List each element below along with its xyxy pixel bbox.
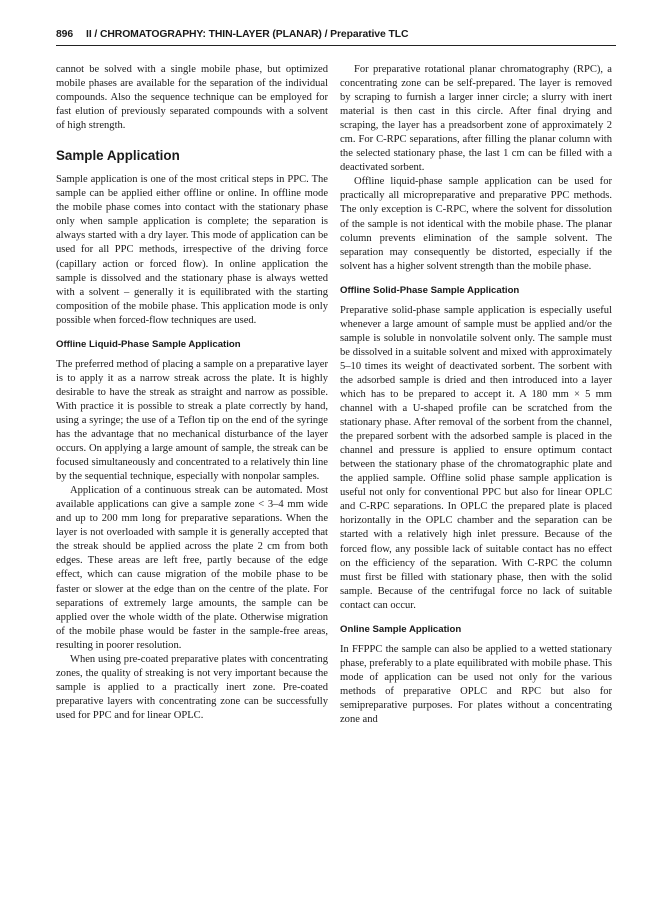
heading-offline-liquid: Offline Liquid-Phase Sample Application [56,338,241,350]
paragraph-offline-liquid-methods: Offline liquid-phase sample application can be used for practically all micropreparative and preparative PPC methods. The only exception is C-RPC, where the solvent for dissolution of the sample is not identical with the mobile phase. The planar column prevents elimination of the sample solvent. The separation may consequently be distorted, especially if the solvent has a higher solvent strength than the mobile phase. [340,176,612,272]
running-title: II / CHROMATOGRAPHY: THIN-LAYER (PLANAR) / Preparative TLC [86,29,409,40]
left-column [56,63,328,723]
paragraph-offline-liquid-3: When using pre-coated preparative plates with concentrating zones, the quality of streaking is not very important because the sample is applied to a practically inert zone. Pre-coated preparative layers with concentrating zone can be successfully used for PPC and for linear OPLC. [56,653,328,721]
paragraph-intro: cannot be solved with a single mobile phase, but optimized mobile phases are available for the separation of the individual compounds. Also the sequence technique can be employed for fast elution of previously separated compounds with a solvent of high strength. [56,64,328,132]
paragraph-online: In FFPPC the sample can also be applied to a wetted stationary phase, preferably to a plate equilibrated with mobile phase. This mode of application can be used not only for the various methods of preparative OPLC and RPC but also for semipreparative purposes. For plates without a concentrating zone and [340,643,612,725]
paragraph-rpc: For preparative rotational planar chromatography (RPC), a concentrating zone can be self-prepared. The layer is removed by scraping to furnish a larger inner circle; a slurry with inert material is then cast in this circle. After final drying and scraping, the layer has a preadsorbent zone of approximately 2 cm. For C-RPC separations, after filling the planar column with the selected stationary phase, the last 1 cm can be filled with a deactivated sorbent. [340,64,612,174]
page-number: 896 [56,29,74,40]
heading-offline-solid: Offline Solid-Phase Sample Application [340,284,520,296]
paragraph-sample-application: Sample application is one of the most critical steps in PPC. The sample can be applied either offline or online. In offline mode the mobile phase comes into contact with the stationary phase only when sample application is complete; the separation is always started with a dry layer. This mode of application can be used for all PPC methods, irrespective of the driving force (capillary action or forced flow). In online application the sample is dissolved and the stationary phase is always wetted with a solvent – generally it is equilibrated with the starting composition of the mobile phase. This application mode is only possible when forced-flow techniques are used. [56,174,328,326]
heading-sample-application: Sample Application [56,148,180,164]
header-rule [56,45,616,46]
paragraph-offline-liquid-2: Application of a continuous streak can be automated. Most available applications can give a sample zone < 3–4 mm wide and up to 200 mm long for preparative separations. When the layer is not overloaded with sample it is generally accepted that the streak should be applied across the plate 2 cm from both edges. These areas are left free, partly because of the edge effect, which can cause migration of the mobile phase to be faster or slower at the edge than on the centre of the plate. For separations of extremely large amounts, the sample can be applied over the whole width of the plate. Otherwise migration of the mobile phase would be faster in the sample-free areas, resulting in poorer resolution. [56,485,328,651]
paragraph-offline-solid: Preparative solid-phase sample application is especially useful whenever a large amount of sample must be applied and/or the sample is soluble in nonvolatile solvent only. The sample must be dissolved in a suitable solvent and mixed with approximately 5–10 times its weight of deactivated sorbent. The sorbent with the adsorbed sample is dried and then introduced into a layer which has to be prepared to accept it. A 180 mm × 5 mm channel with a U-shaped profile can be scratched from the stationary phase. After removal of the sorbent from the channel, the prepared sorbent with the adsorbed sample is placed in the channel and pressure is applied to ensure optimum contact between the stationary phase of the chromatographic plate and the applied sample. Offline solid phase sample application is useful not only for conventional PPC but also for linear OPLC and C-RPC separations. In OPLC the prepared plate is placed horizontally in the OPLC chamber and the separation can be started with a relatively high inlet pressure. Because of the forced flow, any possible lack of suitable contact has no effect on the efficiency of the separation. With C-RPC the column must first be filled with stationary phase, then with the solid sample. Because of the centrifugal force no lack of suitable contact can occur. [340,304,612,611]
running-header [56,29,616,40]
paragraph-offline-liquid-1: The preferred method of placing a sample on a preparative layer is to apply it as a narrow streak across the plate. It is highly desirable to have the streak as straight and narrow as possible. With practice it is possible to streak a plate correctly by hand, using a syringe; the use of a Teflon tip on the end of the syringe has the advantage that no mechanical disturbance of the layer occurs. On applying a large amount of sample, the streak can be focused simultaneously and concentrated to a relatively thin line by the sequential technique, especially with nonpolar samples. [56,358,328,483]
heading-online: Online Sample Application [340,623,462,635]
right-column [340,63,612,727]
